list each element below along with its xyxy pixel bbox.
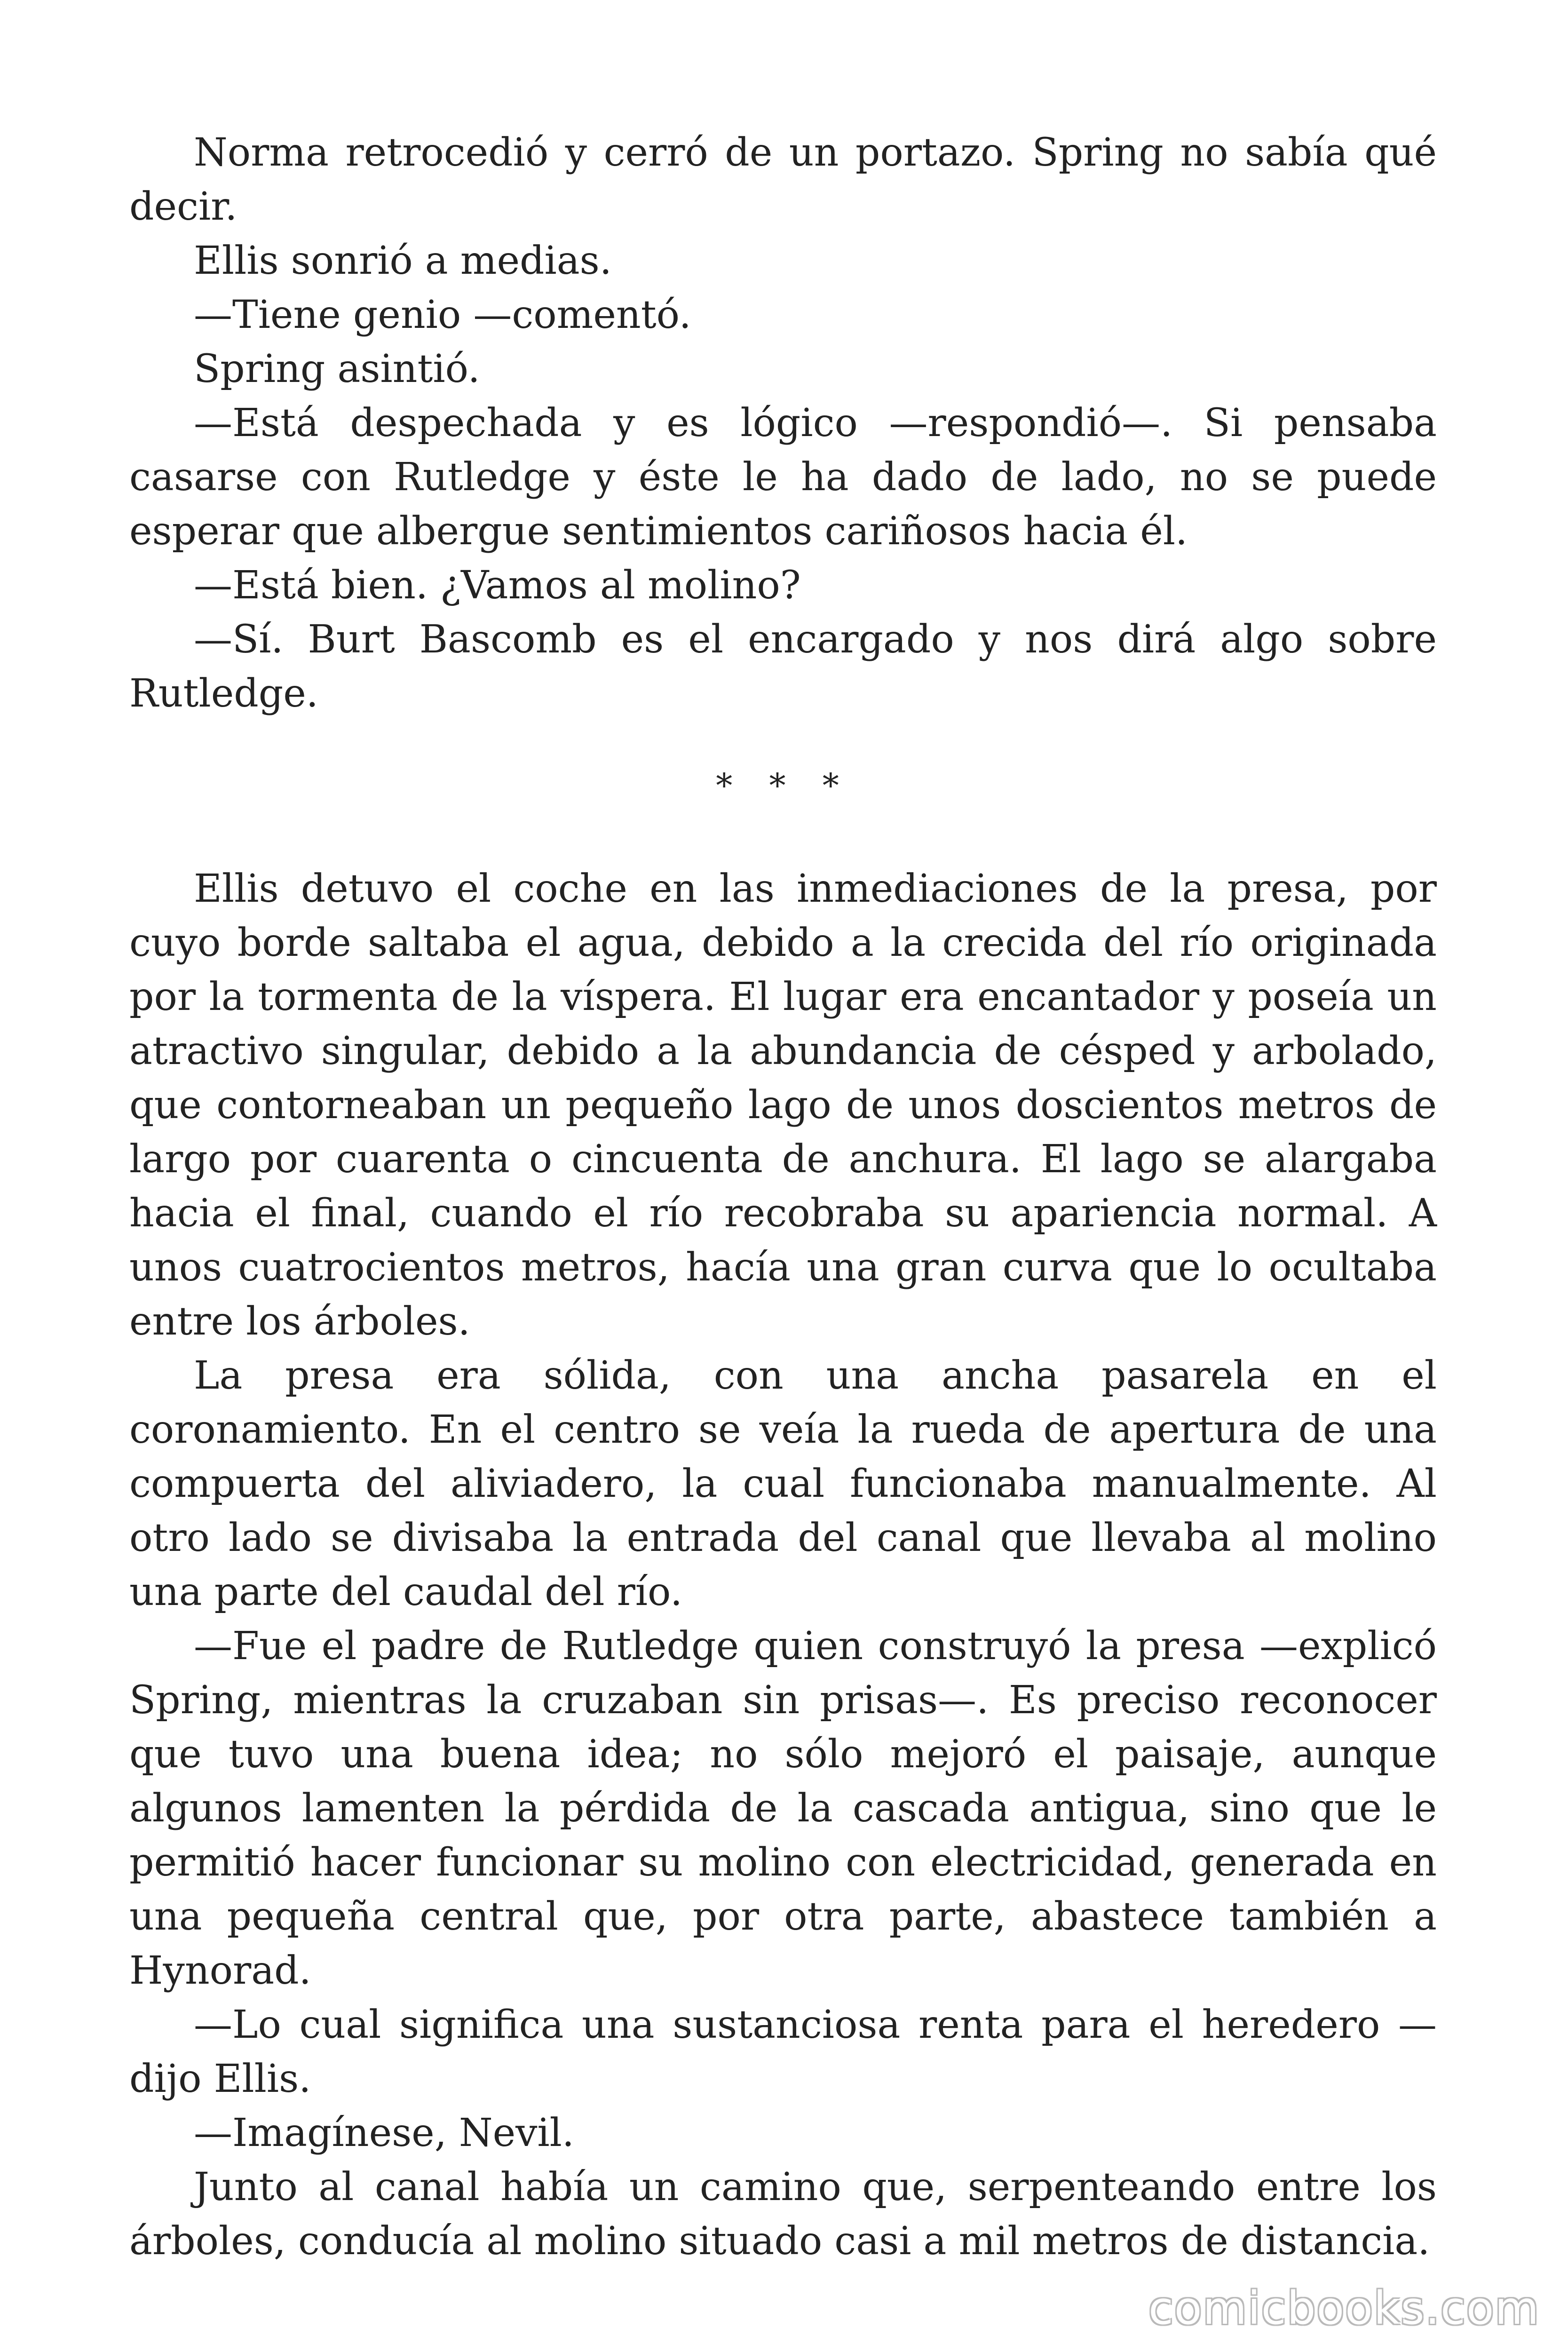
paragraph: —Lo cual significa una sustanciosa renta para el heredero —dijo Ellis. xyxy=(129,2002,1437,2101)
paragraph: Spring asintió. xyxy=(194,347,480,391)
paragraph: —Sí. Burt Bascomb es el encargado y nos dirá algo sobre Rutledge. xyxy=(129,617,1437,716)
text-section-top xyxy=(129,126,1437,721)
text-section-bottom xyxy=(129,862,1437,2268)
paragraph: —Imagínese, Nevil. xyxy=(194,2111,574,2155)
paragraph: —Fue el padre de Rutledge quien construyó la presa —explicó Spring, mientras la cruzaban sin prisas—. Es preciso reconocer que tuvo una buena idea; no sólo mejoró el paisaje, aunque algunos lamenten la pérdida de la cascada antigua, sino que le permitió hacer funcionar su molino con electricidad, generada en una pequeña central que, por otra parte, abastece también a Hynorad. xyxy=(129,1624,1437,1993)
paragraph: Junto al canal había un camino que, serpenteando entre los árboles, conducía al molino situado casi a mil metros de distancia. xyxy=(129,2165,1437,2264)
paragraph: Ellis sonrió a medias. xyxy=(194,238,612,283)
paragraph: Norma retrocedió y cerró de un portazo. Spring no sabía qué decir. xyxy=(129,130,1437,229)
paragraph: La presa era sólida, con una ancha pasarela en el coronamiento. En el centro se veía la rueda de apertura de una compuerta del aliviadero, la cual funcionaba manualmente. Al otro lado se divisaba la entrada del canal que llevaba al molino una parte del caudal del río. xyxy=(129,1353,1437,1614)
paragraph: —Tiene genio —comentó. xyxy=(194,293,691,337)
paragraph: Ellis detuvo el coche en las inmediaciones de la presa, por cuyo borde saltaba el agua, debido a la crecida del río originada por la tormenta de la víspera. El lugar era encantador y poseía un atractivo singular, debido a la abundancia de césped y arbolado, que contorneaban un pequeño lago de unos doscientos metros de largo por cuarenta o cincuenta de anchura. El lago se alargaba hacia el final, cuando el río recobraba su apariencia normal. A unos cuatrocientos metros, hacía una gran curva que lo ocultaba entre los árboles. xyxy=(129,866,1437,1344)
watermark: comicbooks.com xyxy=(1148,2282,1540,2335)
scene-break-separator: * * * xyxy=(716,766,852,805)
paragraph: —Está despechada y es lógico —respondió—. Si pensaba casarse con Rutledge y éste le ha dado de lado, no se puede esperar que albergue sentimientos cariñosos hacia él. xyxy=(129,401,1437,554)
paragraph: —Está bien. ¿Vamos al molino? xyxy=(194,563,801,608)
